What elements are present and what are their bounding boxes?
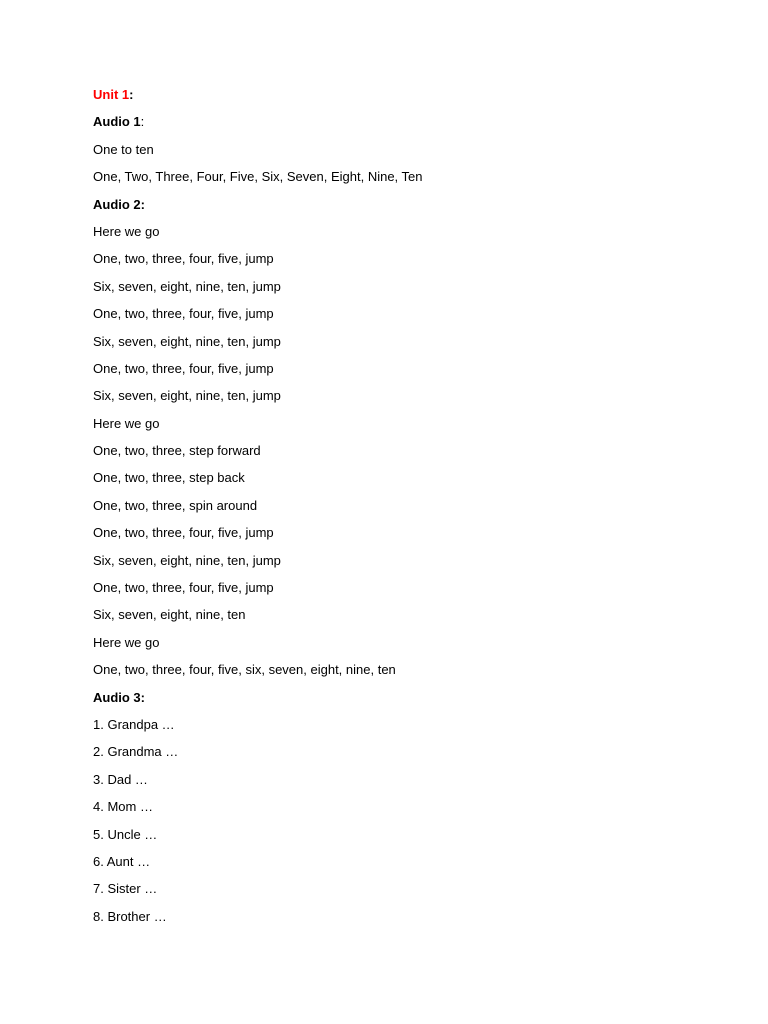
audio-3-list-item: 4. Mom … xyxy=(93,799,153,815)
audio-2-line: Six, seven, eight, nine, ten, jump xyxy=(93,333,281,349)
audio-2-line: Six, seven, eight, nine, ten, jump xyxy=(93,552,281,568)
document-page xyxy=(93,86,713,935)
audio-2-line: One, two, three, step forward xyxy=(93,443,261,459)
audio-3-list-item: 8. Brother … xyxy=(93,908,167,924)
audio-2-line: One, two, three, four, five, jump xyxy=(93,251,274,267)
audio-1-line: One, Two, Three, Four, Five, Six, Seven, Eight, Nine, Ten xyxy=(93,169,423,185)
audio-2-line: Here we go xyxy=(93,634,160,650)
audio-3-list-item: 3. Dad … xyxy=(93,771,148,787)
audio-3-list-item: 7. Sister … xyxy=(93,881,158,897)
audio-2-line: Here we go xyxy=(93,223,160,239)
audio-2-line: One, two, three, four, five, jump xyxy=(93,360,274,376)
audio-1-heading xyxy=(93,113,713,130)
audio-1-line: One to ten xyxy=(93,141,154,157)
audio-2-line: One, two, three, four, five, six, seven, eight, nine, ten xyxy=(93,662,396,678)
unit-heading xyxy=(93,86,713,103)
audio-3-list-item: 6. Aunt … xyxy=(93,853,151,869)
audio-2-line: One, two, three, step back xyxy=(93,470,245,486)
audio-3-heading: Audio 3: xyxy=(93,689,145,705)
unit-label: Unit 1 xyxy=(93,87,130,102)
audio-3-list-item: 5. Uncle … xyxy=(93,826,158,842)
audio-2-line: One, two, three, four, five, jump xyxy=(93,525,274,541)
unit-label-suffix: : xyxy=(129,87,134,102)
audio-3-list-item: 1. Grandpa … xyxy=(93,716,175,732)
audio-2-line: One, two, three, four, five, jump xyxy=(93,306,274,322)
audio-2-line: Six, seven, eight, nine, ten, jump xyxy=(93,388,281,404)
audio-2-line: One, two, three, spin around xyxy=(93,497,258,513)
audio-1-heading-suffix: : xyxy=(140,114,145,130)
audio-2-line: Here we go xyxy=(93,415,160,431)
audio-1-heading-label: Audio 1 xyxy=(93,114,141,130)
audio-2-heading: Audio 2: xyxy=(93,196,145,212)
audio-2-line: Six, seven, eight, nine, ten, jump xyxy=(93,278,281,294)
audio-2-line: One, two, three, four, five, jump xyxy=(93,580,274,596)
audio-3-list-item: 2. Grandma … xyxy=(93,744,179,760)
audio-2-line: Six, seven, eight, nine, ten xyxy=(93,607,246,623)
